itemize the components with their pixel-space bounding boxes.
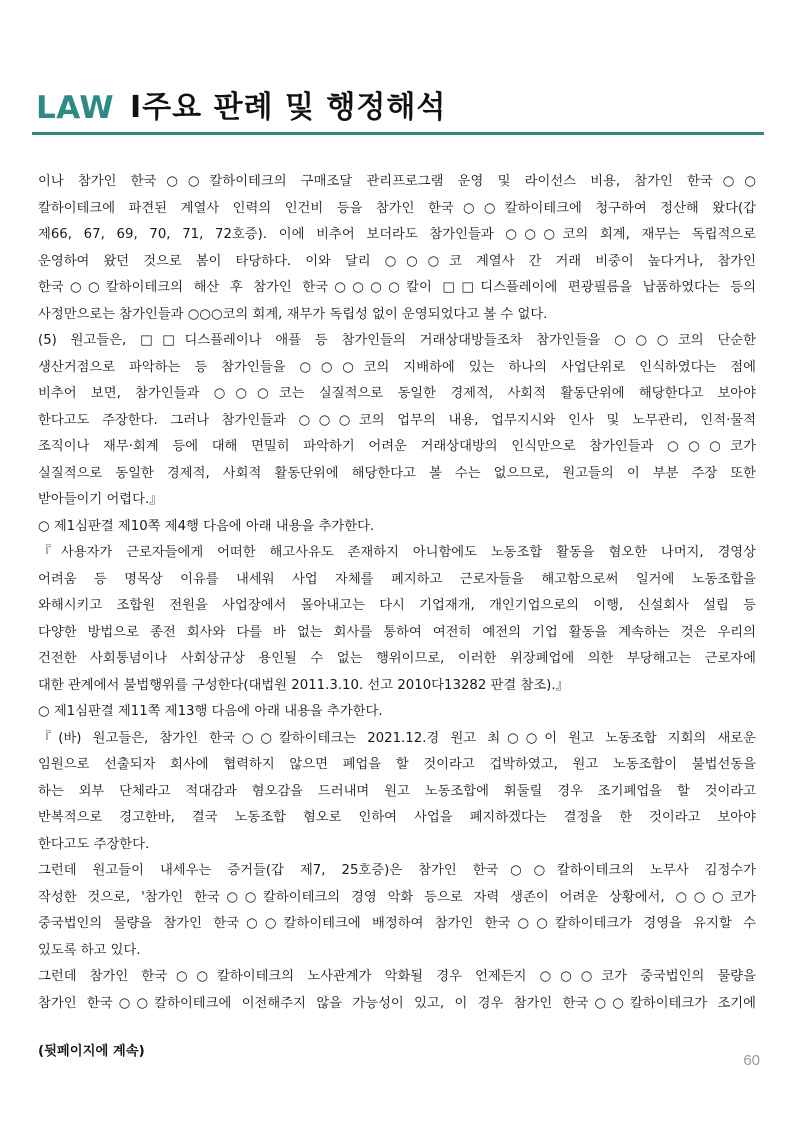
- body-line: 『(바) 원고들은, 참가인 한국○○칼하이테크는 2021.12.경 원고 최○○이 원고 노동조합 지회의 새로운: [38, 730, 756, 746]
- section-header: [32, 88, 764, 128]
- body-line: 어려움 등 명목상 이유를 내세워 사업 자체를 폐지하고 근로자들을 해고함으로써 일거에 노동조합을: [38, 571, 756, 587]
- page-title: Ⅰ주요 판례 및 행정해석: [130, 90, 447, 125]
- body-line: 『사용자가 근로자들에게 어떠한 해고사유도 존재하지 아니함에도 노동조합 활동을 혐오한 나머지, 경영상: [38, 545, 756, 560]
- body-line: 와해시키고 조합원 전원을 사업장에서 몰아내고는 다시 기업재개, 개인기업으로의 이행, 신설회사 설립 등: [38, 598, 756, 613]
- continued-note: (뒷페이지에 계속): [38, 1044, 145, 1059]
- body-line: 한다고도 주장한다.: [38, 836, 150, 852]
- body-line: 이나 참가인 한국○○칼하이테크의 구매조달 관리프로그램 운영 및 라이선스 비용, 참가인 한국○○: [38, 174, 756, 189]
- body-line: 작성한 것으로, '참가인 한국○○칼하이테크의 경영 악화 등으로 자력 생존이 어려운 상황에서, ○○○코가: [38, 889, 756, 905]
- body-line: 건전한 사회통념이나 사회상규상 용인될 수 없는 행위이므로, 이러한 위장폐업에 의한 부당해고는 근로자에: [38, 651, 756, 666]
- body-line: 비추어 보면, 참가인들과 ○○○코는 실질적으로 동일한 경제적, 사회적 활동단위에 해당한다고 보아야: [38, 386, 756, 401]
- body-line: 중국법인의 물량을 참가인 한국○○칼하이테크에 배정하여 참가인 한국○○칼하이테크가 경영을 유지할 수: [38, 916, 756, 931]
- body-line: 한다고도 주장한다. 그러나 참가인들과 ○○○코의 업무의 내용, 업무지시와 인사 및 노무관리, 인적·물적: [38, 412, 756, 428]
- body-text: [38, 169, 756, 1017]
- body-line: 있도록 하고 있다.: [38, 942, 141, 958]
- body-line: ○ 제1심판결 제11쪽 제13행 다음에 아래 내용을 추가한다.: [38, 704, 383, 719]
- body-line: 참가인 한국○○칼하이테크에 이전해주지 않을 가능성이 있고, 이 경우 참가인 한국○○칼하이테크가 조기에: [38, 995, 756, 1011]
- body-line: 임원으로 선출되자 회사에 협력하지 않으면 폐업을 할 것이라고 겁박하였고, 원고 노동조합이 불법선동을: [38, 757, 756, 772]
- body-line: 대한 관계에서 불법행위를 구성한다(대법원 2011.3.10. 선고 2010다13282 판결 참조).』: [38, 677, 569, 693]
- body-line: 실질적으로 동일한 경제적, 사회적 활동단위에 해당한다고 볼 수는 없으므로, 원고들의 이 부분 주장 또한: [38, 465, 756, 481]
- body-line: 그런데 원고들이 내세우는 증거들(갑 제7, 25호증)은 참가인 한국○○칼하이테크의 노무사 김정수가: [38, 863, 756, 878]
- body-line: 반복적으로 경고한바, 결국 노동조합 혐오로 인하여 사업을 폐지하겠다는 결정을 한 것이라고 보아야: [38, 810, 756, 825]
- body-line: 받아들이기 어렵다.』: [38, 492, 163, 507]
- body-line: 제66, 67, 69, 70, 71, 72호증). 이에 비추어 보더라도 참가인들과 ○○○코의 회계, 재무는 독립적으로: [38, 227, 756, 242]
- body-line: 칼하이테크에 파견된 계열사 인력의 인건비 등을 참가인 한국○○칼하이테크에 청구하여 정산해 왔다(갑: [38, 200, 756, 216]
- law-label: LAW: [36, 90, 115, 126]
- body-line: 운영하여 왔던 것으로 봄이 타당하다. 이와 달리 ○○○코 계열사 간 거래 비중이 높다거나, 참가인: [38, 253, 756, 269]
- body-line: 다양한 방법으로 종전 회사와 다를 바 없는 회사를 통하여 여전히 예전의 기업 활동을 계속하는 것은 우리의: [38, 624, 756, 640]
- body-line: ○ 제1심판결 제10쪽 제4행 다음에 아래 내용을 추가한다.: [38, 518, 375, 534]
- body-line: 하는 외부 단체라고 적대감과 혐오감을 드러내며 원고 노동조합에 휘둘릴 경우 조기폐업을 할 것이라고: [38, 783, 756, 799]
- body-line: 사정만으로는 참가인들과 ○○○코의 회계, 재무가 독립성 없이 운영되었다고 볼 수 없다.: [38, 306, 548, 322]
- body-line: 그런데 참가인 한국○○칼하이테크의 노사관계가 악화될 경우 언제든지 ○○○코가 중국법인의 물량을: [38, 969, 756, 984]
- body-line: 조직이나 재무·회계 등에 대해 면밀히 파악하기 어려운 거래상대방의 인식만으로 참가인들과 ○○○코가: [38, 439, 756, 454]
- page-number: 60: [743, 1052, 760, 1069]
- body-line: 생산거점으로 파악하는 등 참가인들을 ○○○코의 지배하에 있는 하나의 사업단위로 인식하였다는 점에: [38, 359, 756, 375]
- body-line: 한국○○칼하이테크의 해산 후 참가인 한국○○○○칼이 □□디스플레이에 편광필름을 납품하였다는 등의: [38, 280, 756, 295]
- header-divider: [32, 132, 764, 135]
- body-line: (5) 원고들은, □□디스플레이나 애플 등 참가인들의 거래상대방들조차 참가인들을 ○○○코의 단순한: [38, 333, 756, 348]
